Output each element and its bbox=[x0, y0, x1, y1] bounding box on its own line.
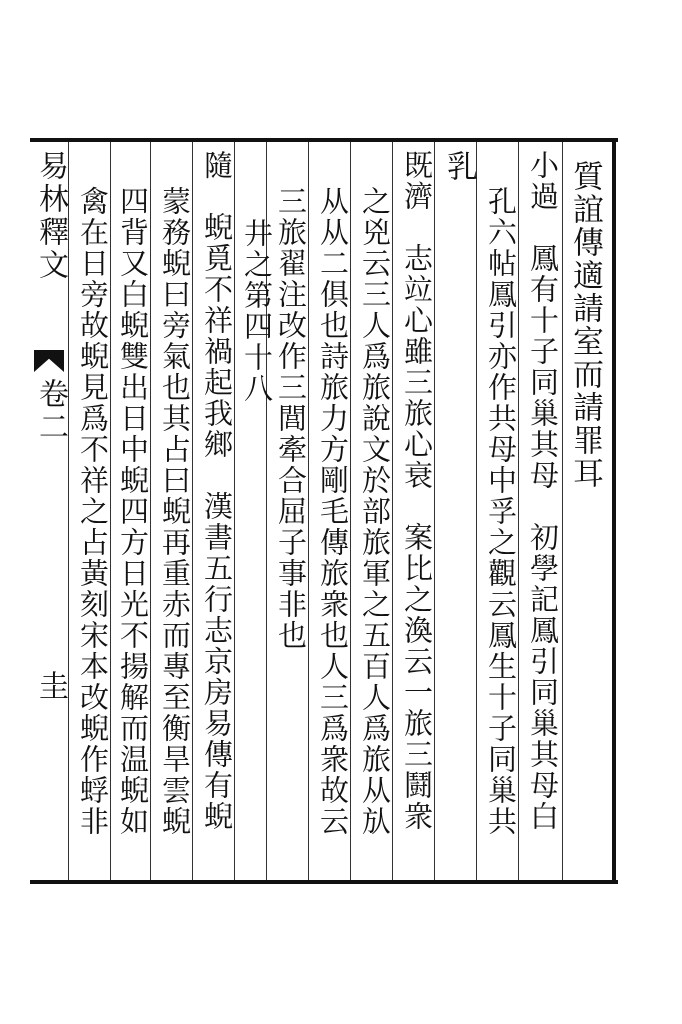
text-column-12: 四背又白蜺雙出日中蜺四方日光不揚解而温蜺如 bbox=[116, 186, 150, 837]
text-column-7: 从从二俱也詩旅力方剛毛傳旅衆也人三爲衆故云 bbox=[316, 186, 350, 837]
text-column-1: 質誼傳適請室而請罪耳 bbox=[567, 160, 603, 490]
text-column-5: 既濟 志竝心雖三旅心衰 案比之渙云一旅三鬪衆 bbox=[400, 150, 434, 832]
column-rule bbox=[562, 142, 563, 880]
text-column-11: 蒙務蜺曰旁氣也其占曰蜺再重赤而專至衡旱雲蜺 bbox=[158, 186, 192, 837]
text-column-2: 小過 鳳有十子同巢其母 初學記鳳引同巢其母白 bbox=[526, 150, 560, 832]
text-column-9: 井之第四十八 bbox=[240, 218, 274, 404]
text-column-6: 之兇云三人爲旅說文於部旅軍之五百人爲旅从㫃 bbox=[358, 186, 392, 837]
text-column-4: 乳 bbox=[441, 150, 477, 183]
text-column-8: 三旅翟注改作三閭牽合屈子事非也 bbox=[274, 186, 308, 651]
frame-right-border bbox=[612, 138, 616, 884]
column-rule bbox=[68, 142, 69, 880]
frame-bottom-border bbox=[30, 880, 618, 884]
margin-volume-label: 卷二 bbox=[33, 378, 68, 444]
column-rule bbox=[476, 142, 477, 880]
text-column-3: 孔六帖鳳引亦作共母中孚之觀云鳳生十子同巢共 bbox=[484, 186, 518, 837]
margin-book-title: 易林釋文 bbox=[33, 150, 68, 282]
fish-tail-mark bbox=[34, 350, 64, 372]
text-column-13: 禽在日旁故蜺見爲不祥之占黃刻宋本改蜺作蜉非 bbox=[76, 186, 110, 837]
frame-top-border bbox=[30, 138, 618, 142]
margin-page-number: 圭 bbox=[33, 670, 68, 703]
text-column-10: 隨 蜺覓不祥禍起我鄉 漢書五行志京房易傳有蜺 bbox=[200, 150, 234, 832]
